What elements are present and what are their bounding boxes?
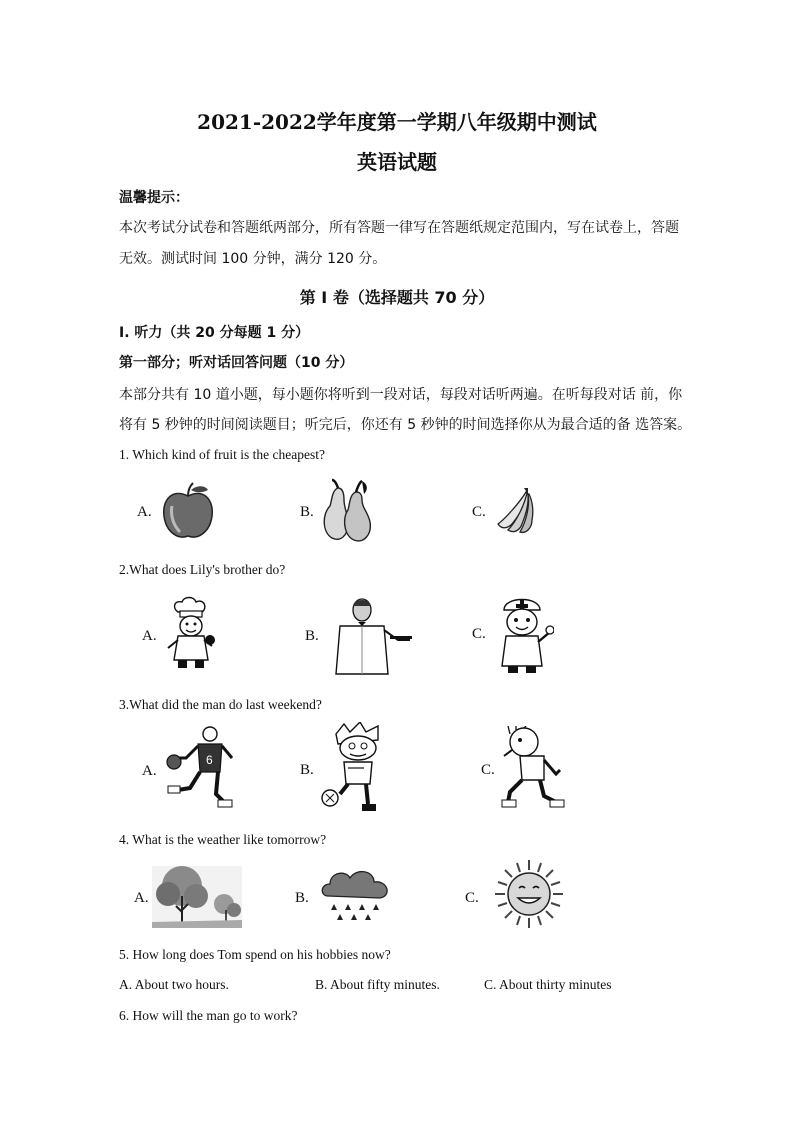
- q3-option-a-label[interactable]: A.: [142, 763, 157, 779]
- svg-text:6: 6: [206, 753, 213, 767]
- q3-option-c-label[interactable]: C.: [481, 762, 495, 778]
- q5-option-b[interactable]: B. About fifty minutes.: [315, 977, 440, 992]
- basketball-player-icon: [164, 724, 240, 810]
- volume-title: 第 I 卷（选择题共 70 分）: [299, 288, 495, 307]
- q1-option-b-label[interactable]: B.: [300, 504, 314, 520]
- rain-cloud-icon: [318, 866, 396, 928]
- question-6-text: 6. How will the man go to work?: [119, 1008, 298, 1023]
- q4-option-a-label[interactable]: A.: [134, 890, 149, 906]
- question-1-text: 1. Which kind of fruit is the cheapest?: [119, 447, 325, 462]
- page-title: 2021-2022学年度第一学期八年级期中测试: [197, 110, 597, 134]
- q2-option-b-label[interactable]: B.: [305, 628, 319, 644]
- apple-icon: [160, 482, 216, 542]
- section-heading: I. 听力（共 20 分每题 1 分）: [119, 325, 310, 341]
- doctor-icon: [494, 592, 554, 676]
- waiter-icon: [326, 596, 412, 676]
- q1-option-a-label[interactable]: A.: [137, 504, 152, 520]
- snowy-trees-icon: [152, 866, 242, 928]
- q2-option-a-label[interactable]: A.: [142, 628, 157, 644]
- part-heading: 第一部分；听对话回答问题（10 分）: [119, 355, 354, 371]
- q3-option-b-label[interactable]: B.: [300, 762, 314, 778]
- tips-line-1: 本次考试分试卷和答题纸两部分，所有答题一律写在答题纸规定范围内，写在试卷上，答题: [119, 220, 679, 236]
- question-2-text: 2.What does Lily's brother do?: [119, 562, 286, 577]
- page-subtitle: 英语试题: [357, 150, 437, 174]
- q5-option-a[interactable]: A. About two hours.: [119, 977, 229, 992]
- instructions-line-1: 本部分共有 10 道小题，每小题你将听到一段对话，每段对话听两遍。在听每段对话 前，你: [119, 387, 683, 403]
- sun-icon: [493, 858, 565, 930]
- tips-line-2: 无效。测试时间 100 分钟，满分 120 分。: [119, 251, 387, 267]
- runner-icon: [500, 726, 566, 812]
- banana-icon: [494, 484, 544, 536]
- question-3-text: 3.What did the man do last weekend?: [119, 697, 322, 712]
- cook-icon: [164, 596, 220, 672]
- q1-option-c-label[interactable]: C.: [472, 504, 486, 520]
- soccer-player-icon: [318, 722, 404, 814]
- q2-option-c-label[interactable]: C.: [472, 626, 486, 642]
- question-5-text: 5. How long does Tom spend on his hobbies now?: [119, 947, 391, 962]
- pear-icon: [318, 478, 374, 546]
- question-4-text: 4. What is the weather like tomorrow?: [119, 832, 327, 847]
- tips-heading: 温馨提示：: [119, 190, 189, 206]
- instructions-line-2: 将有 5 秒钟的时间阅读题目；听完后，你还有 5 秒钟的时间选择你从为最合适的备 选答案。: [119, 417, 692, 433]
- q5-option-c[interactable]: C. About thirty minutes: [484, 977, 612, 992]
- q4-option-b-label[interactable]: B.: [295, 890, 309, 906]
- q4-option-c-label[interactable]: C.: [465, 890, 479, 906]
